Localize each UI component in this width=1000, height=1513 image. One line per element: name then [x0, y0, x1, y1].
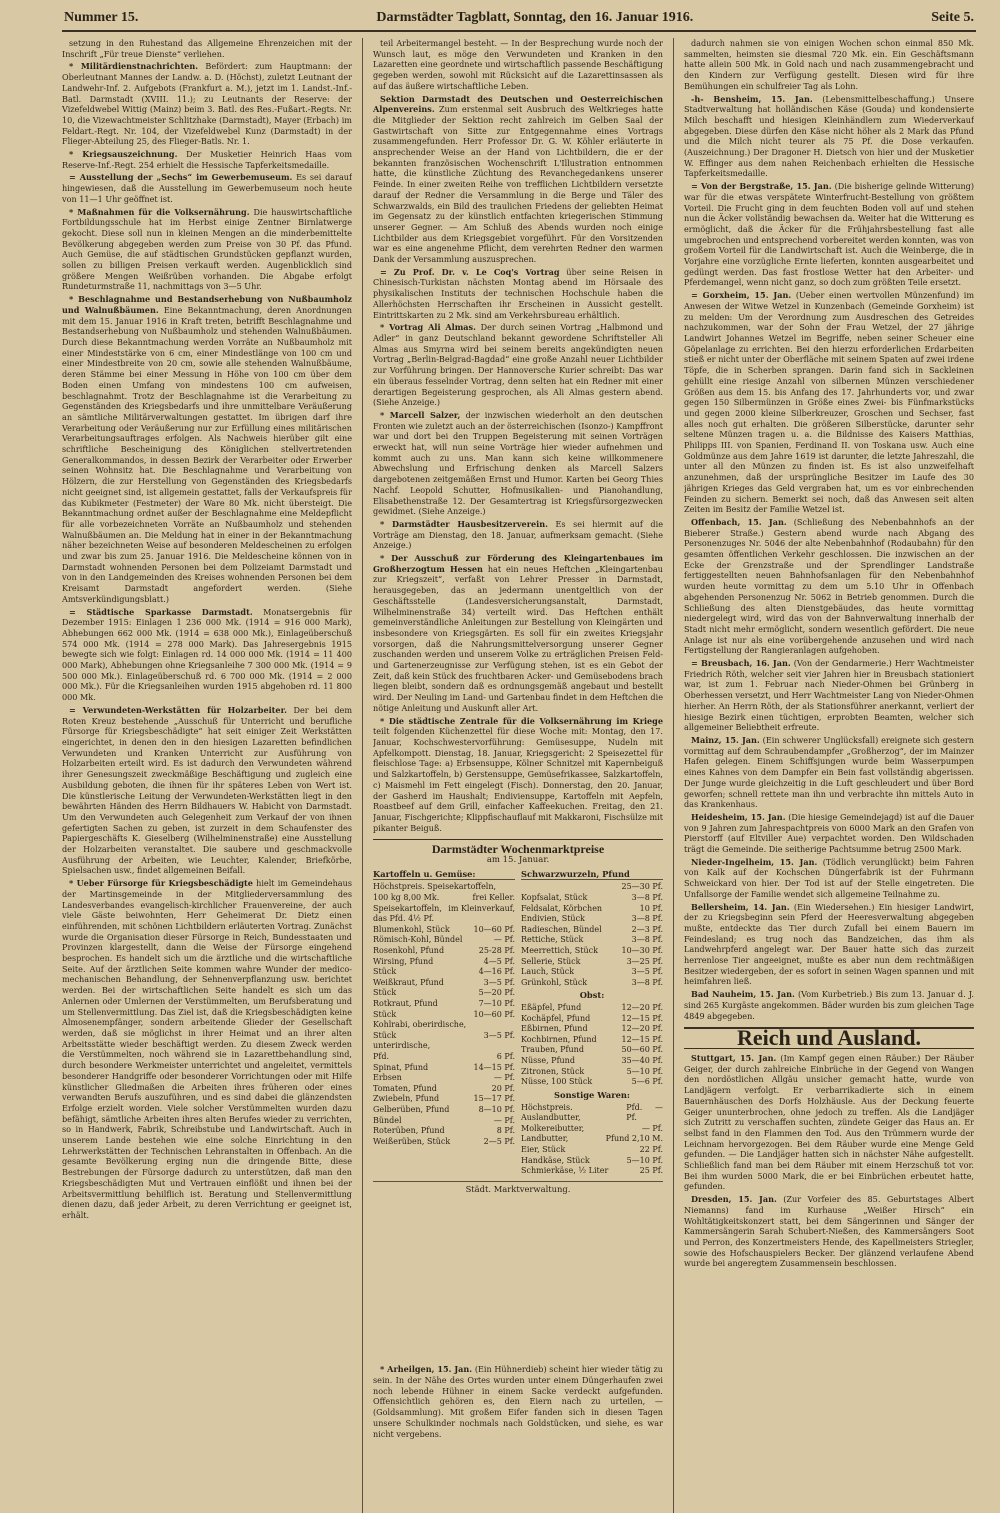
- market-item-name: Eßbirnen, Pfund: [521, 1024, 588, 1034]
- market-item-price: 8 Pf.: [496, 1126, 515, 1136]
- article-paragraph: [373, 553, 663, 714]
- article-columns: [62, 38, 976, 1513]
- article-heading: Bellersheim, 14. Jan.: [691, 901, 790, 912]
- article-paragraph: [684, 181, 974, 288]
- market-price-row: [521, 1003, 663, 1014]
- market-item-name: Höchstpreis. Auslandbutter,: [521, 1102, 581, 1123]
- market-item-name: Stück: [373, 1030, 397, 1040]
- market-item-name: Rosenkohl, Pfund: [373, 946, 445, 955]
- issue-number: Nummer 15.: [64, 10, 139, 25]
- market-date: am 15. Januar.: [486, 855, 550, 866]
- article-body: (Von der Gendarmerie.) Herr Wachtmeister Friedrich Röth, welcher seit vier Jahren hier in Breusbach stationiert war, ist zum 1. Februar nach Nieder-Ohmen bei Grünberg in Oberhessen versetzt, und Herr Wachtmeister Lang von Nieder-Ohmen hierher. An Herrn Röth, der als Stationsführer anerkannt, verliert der hiesige Bezirk einen tüchtigen, erprobten Beamten, welcher sich allgemeiner Beliebtheit erfreute.: [684, 658, 974, 733]
- market-item-price: 7—10 Pf.: [478, 998, 515, 1008]
- market-price-row: [373, 957, 515, 968]
- article-paragraph: [684, 290, 974, 515]
- market-price-row: [373, 946, 515, 957]
- market-price-row: [373, 925, 515, 936]
- market-title: Darmstädter Wochenmarktpreise: [431, 842, 605, 857]
- article-heading: Nieder-Ingelheim, 15. Jan.: [691, 856, 818, 867]
- market-item-price: 2—3 Pf.: [631, 924, 663, 934]
- market-price-row: [373, 999, 515, 1010]
- market-price-row: [521, 925, 663, 936]
- article-heading: * Vortrag Ali Almas.: [380, 322, 476, 333]
- market-item-name: Lauch, Stück: [521, 967, 575, 977]
- article-heading: = Von der Bergstraße, 15. Jan.: [691, 181, 832, 192]
- market-item-price: 5—20 Pf.: [478, 988, 515, 998]
- article-heading: Dresden, 15. Jan.: [691, 1194, 777, 1205]
- market-item-name: Stück: [373, 1009, 397, 1019]
- market-item-price: 3—8 Pf.: [631, 893, 663, 903]
- article-heading: -h- Bensheim, 15. Jan.: [691, 93, 813, 104]
- article-paragraph: [684, 902, 974, 988]
- market-item-price: 12—15 Pf.: [621, 1034, 663, 1044]
- market-price-row: [521, 1056, 663, 1067]
- article-heading: = Breusbach, 16. Jan.: [691, 658, 791, 669]
- article-paragraph: [62, 207, 352, 293]
- article-heading: * Maßnahmen für die Volksernährung.: [69, 206, 250, 217]
- market-item-name: Stück: [373, 988, 397, 998]
- market-footer: Städt. Marktverwaltung.: [373, 1181, 663, 1195]
- market-item-price: 10 Pf.: [639, 903, 663, 913]
- market-item-name: Spinat, Pfund: [373, 1062, 429, 1072]
- market-item-name: Rotkraut, Pfund: [373, 998, 438, 1008]
- market-item-price: 5—6 Pf.: [631, 1077, 663, 1087]
- page-number: Seite 5.: [931, 10, 974, 25]
- market-price-row: [373, 1073, 515, 1084]
- market-item-price: 10—60 Pf.: [473, 1009, 515, 1019]
- market-price-row: [373, 1094, 515, 1105]
- article-body: teil Arbeitermangel besteht. — In der Besprechung wurde noch der Wunsch laut, es möge den Verwundeten und Kranken in den Lazaretten eine geordnete und wirtschaftlich passende Beschäftigung gegeben werden, sowohl mit Rücksicht auf die Lazarettinsassen als auf das äußere wirtschaftliche Leben.: [373, 38, 663, 91]
- market-item-price: 12—20 Pf.: [621, 1024, 663, 1034]
- market-item-price: — Pf.: [493, 1115, 515, 1125]
- article-paragraph: [684, 735, 974, 810]
- article-heading: Sektion Darmstadt des Deutschen und Oesterreichischen Alpenvereins.: [373, 93, 663, 115]
- market-price-row: [373, 893, 515, 904]
- market-item-name: Römisch-Kohl, Bündel: [373, 935, 463, 945]
- market-price-row: [521, 1077, 663, 1088]
- article-paragraph: [62, 294, 352, 604]
- section-title-reich-und-ausland: Reich und Ausland.: [684, 1027, 974, 1049]
- article-heading: = Zu Prof. Dr. v. Le Coq's Vortrag: [380, 266, 560, 277]
- market-item-name: Zwiebeln, Pfund: [373, 1094, 440, 1104]
- market-left-column: [373, 869, 515, 1177]
- article-paragraph: [62, 149, 352, 170]
- article-paragraph: [62, 61, 352, 147]
- market-item-price: 8—10 Pf.: [478, 1104, 515, 1114]
- market-price-row: [373, 1063, 515, 1074]
- market-price-row: [373, 904, 515, 915]
- article-paragraph: [373, 267, 663, 321]
- column-2-articles: [373, 38, 663, 833]
- article-body: (Die bisherige gelinde Witterung) war für die etwas verspätete Winterfrucht-Bestellung von größtem Vorteil. Die Frucht ging in dem feuchten Boden voll auf und stehen nun die Äcker vollständig bewachsen da. Weiter hat die Witterung es ermöglicht, daß die Äcker für die Frühjahrsbestellung fast alle umgebrochen und entsprechend vorbereitet werden konnten, was von großem Vorteil für die Landwirtschaft ist. Auch die Weinberge, die in Vorjahre eine vorzügliche Ernte lieferten, konnten ausgearbeitet und gedüngt werden. Das fast frostlose Wetter hat den Arbeiter- und Pferdemangel, wenn nicht ganz, so doch zum größten Teile ersetzt.: [684, 181, 974, 288]
- market-obst-rows: [521, 1003, 663, 1088]
- market-item-price: 50—60 Pf.: [621, 1045, 663, 1055]
- market-price-row: [373, 1010, 515, 1021]
- column-3-tail: [684, 1053, 974, 1269]
- article-body: Zum erstenmal seit Ausbruch des Weltkrieges hatte die Mitglieder der Sektion recht zahlreich im Gelben Saal der Gastwirtschaft von Sitte zur Entgegennahme eines Vortrags zusammengefunden. Herr Professor Dr. G. W. Köhler erläuterte in ansprechender Weise an der Hand von Lichtbildern, die er der bekannten französischen Wochenschrift L'Illustration entnommen hatte, die künstliche Züchtung des Revanchegedankens unserer Feinde. In einer zweiten Reihe von trefflichen Lichtbildern versetzte darauf der Redner die Versammlung in die Berge und Täler des Schwarzwalds, ein Bild des traulichen Friedens der geliebten Heimat im Gegensatz zu der künstlich entfachten kriegerischen Stimmung unserer Gegner. — Am Schluß des Abends wurden noch einige Lichtbilder aus dem Kriegsgebiet vorgeführt. Für den Vorsitzenden war es eine angenehme Pflicht, dem verehrten Redner den warmen Dank der Versammlung auszusprechen.: [373, 104, 663, 265]
- article-body: Es sei hiermit auf die Vorträge am Dienstag, den 18. Januar, aufmerksam gemacht. (Siehe Anzeige.): [373, 518, 663, 551]
- article-heading: * Beschlagnahme und Bestandserhebung von Nußbaumholz und Walnußbäumen.: [62, 294, 352, 315]
- market-item-name: Weißerüben, Stück: [373, 1136, 451, 1146]
- article-paragraph: [373, 716, 663, 834]
- market-price-row: [521, 957, 663, 968]
- market-item-name: Sellerie, Stück: [521, 956, 581, 966]
- article-body: (Tödlich verunglückt) beim Fahren von Kalk auf der Kochschen Düngerfabrik ist der Fuhrmann Schweickard von hier. Der Tod ist auf der Stelle eingetreten. Die Unfallsorge der Familie wendet sich allgemeine Teilnahme zu.: [684, 856, 974, 899]
- article-heading: Stuttgart, 15. Jan.: [691, 1052, 777, 1063]
- market-item-price: 25—30 Pf.: [621, 882, 663, 892]
- article-body: hat ein neues Heftchen „Kleingartenbau zur Kriegszeit“, verfaßt von Lehrer Presser in Darmstadt, herausgegeben, das an jedermann unentgeltlich von der Geschäftsstelle (Landesversicherungsanstalt, Darmstadt, Wilhelminenstraße 34) verteilt wird. Das Heftchen enthält gemeinverständliche Anleitungen zur Bestellung von Kleingärten und insbesondere von Kriegsgärten. Es soll für ein zweites Kriegsjahr vorsorgen, daß die Nahrungsmittelversorgung unserer Gegner zuschanden werden und unserem Volke zu erträglichen Preisen Feld- und Gartenerzeugnisse zur Verfügung stehen, ist es ein Gebot der Zeit, daß kein Stück des fruchtbaren Acker- und Gemüsebodens brach liegen bleibt, sondern daß es ordnungsgemäß angebaut und bestellt wird. Der Neuling im Land- und Gartenbau findet in dem Heftchen die nötige Anleitung und Auskunft aller Art.: [373, 563, 663, 713]
- market-item-name: Trauben, Pfund: [521, 1045, 584, 1055]
- article-heading: * Darmstädter Hausbesitzerverein.: [380, 518, 548, 529]
- market-price-row: [521, 1145, 663, 1156]
- article-paragraph: [684, 1194, 974, 1269]
- article-paragraph: [62, 607, 352, 703]
- market-price-row: [521, 1045, 663, 1056]
- article-paragraph: [373, 94, 663, 265]
- market-item-name: Tomaten, Pfund: [373, 1083, 437, 1093]
- market-item-name: Kochbirnen, Pfund: [521, 1034, 597, 1044]
- market-price-row: [373, 1105, 515, 1116]
- article-body: Die hauswirtschaftliche Fortbildungsschule hat im Herbst einige Zentner Birnlatwerge gekocht. Diese soll nun in kleinen Mengen an die minderbemittelte Bevölkerung abgegeben werden zum Preise von 30 Pf. das Pfund. Auch Gemüse, die auf städtischen Grundstücken gepflanzt wurden, sollen zu billigen Preisen verkauft werden. Augenblicklich sind größere Mengen Weißrüben vorhanden. Die Abgabe erfolgt Rundeturmstraße 11, nachmittags von 3—5 Uhr.: [62, 206, 352, 292]
- market-item-name: Handkäse, Stück: [521, 1155, 590, 1165]
- market-item-price: 10—30 Pf.: [621, 946, 663, 955]
- market-price-row: [373, 1084, 515, 1095]
- market-item-price: 25-28 Pf.: [478, 946, 515, 955]
- market-item-name: Speisekartoffeln,: [373, 903, 442, 913]
- column-2-tail: [373, 1364, 663, 1439]
- market-item-price: 12—15 Pf.: [621, 1013, 663, 1023]
- market-price-row: [373, 1031, 515, 1042]
- article-paragraph: [62, 38, 352, 59]
- article-body: Es sei darauf hingewiesen, daß die Ausstellung im Gewerbemuseum noch heute von 11—1 Uhr geöffnet ist.: [62, 172, 352, 204]
- article-paragraph: [684, 1053, 974, 1192]
- market-item-name: Eßäpfel, Pfund: [521, 1003, 582, 1013]
- article-body: (Zur Vorfeier des 85. Geburtstages Albert Niemanns) fand im Kurhause „Weißer Hirsch“ ein Wohltätigkeitskonzert statt, bei dem Sängerinnen und Sänger der Kammersängerin Sarah Schubert-Nießen, des Kammersängers Soot und Perron, des Konzertmeisters Hende, des Kapellmeisters Striegler, sowie des Hofschauspielers Becker. Der glänzend verlaufene Abend wurde bei angeregtem Zusammensein beschlossen.: [684, 1194, 974, 1269]
- market-item-price: 5—10 Pf.: [626, 1155, 663, 1165]
- market-item-name: 100 kg 8,00 Mk.: [373, 893, 440, 903]
- article-body: der inzwischen wiederholt an den deutschen Fronten wie zuletzt auch an der österreichischen (Isonzo-) Kampffront war und dort bei den Truppen Begeisterung mit seinen Vorträgen erweckt hat, will nun seine Vorträge hier wieder aufnehmen und kommt auch zu uns. Man kann sich keine willkommenere Abwechslung und Erfrischung denken als Marcell Salzers dargebotenen zeitgemäßen Ernst und Humor. Karten bei Georg Thies Nachf. Leopold Schutter, Hofmusikalien- und Pianohandlung, Elisabethenstraße 12. Der Gesamtertrag ist Kriegsfürsorgezwecken gewidmet. (Siehe Anzeige.): [373, 409, 663, 517]
- market-price-row: [521, 1067, 663, 1078]
- article-paragraph: [62, 878, 352, 1221]
- article-heading: = Gorxheim, 15. Jan.: [691, 290, 792, 301]
- market-item-name: Höchstpreis. Speisekartoffeln,: [373, 882, 497, 892]
- market-item-name: Kochäpfel, Pfund: [521, 1013, 591, 1023]
- market-price-row: [521, 967, 663, 978]
- market-price-row: [521, 1124, 663, 1135]
- market-item-name: Endivien, Stück: [521, 914, 585, 924]
- market-item-price: Pfund 2,10 M.: [605, 1134, 663, 1144]
- market-item-price: 6 Pf.: [496, 1051, 515, 1061]
- market-item-price: 12—20 Pf.: [621, 1003, 663, 1013]
- article-heading: * Kriegsauszeichnung.: [69, 149, 178, 160]
- market-price-row: [373, 1041, 515, 1052]
- market-price-row: [373, 935, 515, 946]
- market-item-price: 3—8 Pf.: [631, 977, 663, 987]
- article-heading: Offenbach, 15. Jan.: [691, 516, 787, 527]
- market-item-name: Schmierkäse, ½ Liter: [521, 1166, 609, 1176]
- market-item-price: 3—25 Pf.: [626, 956, 663, 966]
- market-price-row: [373, 978, 515, 989]
- market-item-name: Bündel: [373, 1115, 402, 1125]
- market-price-row: [373, 1137, 515, 1148]
- article-paragraph: [684, 812, 974, 855]
- market-grid: [373, 869, 663, 1177]
- market-right-column: [521, 869, 663, 1177]
- market-item-name: Erbsen: [373, 1073, 402, 1083]
- market-item-price: — Pf.: [493, 1073, 515, 1083]
- market-item-name: Nüsse, Pfund: [521, 1056, 575, 1066]
- article-heading: = Ausstellung der „Sechs“ im Gewerbemuseum.: [69, 172, 293, 183]
- market-item-name: Pfd.: [373, 1051, 390, 1061]
- market-item-price: 20 Pf.: [491, 1083, 515, 1093]
- market-item-price: 3—8 Pf.: [631, 935, 663, 945]
- column-1: [62, 38, 352, 1513]
- market-price-row: [521, 904, 663, 915]
- newspaper-title-date: Darmstädter Tagblatt, Sonntag, den 16. Januar 1916.: [376, 10, 694, 25]
- market-price-row: [521, 914, 663, 925]
- article-body: hielt im Gemeindehaus der Martinsgemeinde in der Mitgliederversammlung des Landesverbandes evangelisch-kirchlicher Frauenvereine, der auch viele Gäste beiwohnten, Herr Geheimerat Dr. Dietz einen einführenden, mit schönen Lichtbildern erläuterten Vortrag. Zunächst wurde die Organisation dieser Fürsorge in Reich, Bundesstaaten und Provinzen klargestellt, dann die Weise der Fürsorge eingehend besprochen. Es handelt sich um die ärztliche und die wirtschaftliche Seite. Auf der ärztlichen Seite kommen wahre Wunder der medico-mechanischen Behandlung, der Sehnenverpflanzung usw. berichtet werden. Bei der wirtschaftlichen Seite handelt es sich um das Anlernen oder Umlernen der Verstümmelten, um Berufsberatung und um Stellenvermittlung. Das Ziel ist, daß die Kriegsbeschädigten keine Almosenempfänger, sondern arbeitende Glieder der Gesellschaft werden, daß sie möglichst in ihrer Heimat und an ihrer alten Arbeitsstätte wieder beschäftigt werden. Zu diesem Zweck werden die Verstümmelten, noch während sie in Lazarettbehandlung sind, durch besondere Werkmeister unterrichtet und angeleitet, vermittels besonderer Handgriffe oder besonderer Vorrichtungen oder mit Hilfe künstlicher Gliedmaßen die Arbeiten ihres früheren oder eines verwandten Berufs auszuführen, und es sind dabei die glänzendsten Erfolge erzielt worden. Viele solcher Verstümmelten wurden dazu befähigt, sämtliche Arbeiten ihres alten Berufes wieder zu verrichten, so in Handwerk, Fabrik, Schreibstube und Landwirtschaft. Auch in unserem Lande bestehen wie eine solche Einrichtung in den Lehrwerkstätten der Technischen Lehranstalten in Offenbach. An die gesamte Bevölkerung erging nun die dringende Bitte, diese Bestrebungen der Fürsorge dadurch zu unterstützen, daß man den Kriegsbeschädigten Mut und Vertrauen einflößt und ihnen bei der Arbeitsvermittlung behilflich ist. Beratung und Stellenvermittlung dienen dazu, daß jeder Arbeit, zu deren Verrichtung er geeignet ist, erhält.: [62, 878, 352, 1220]
- article-heading: Bad Nauheim, 15. Jan.: [691, 989, 795, 1000]
- market-sonst-rows: [521, 1103, 663, 1177]
- article-heading: = Städtische Sparkasse Darmstadt.: [69, 606, 253, 617]
- market-item-name: Rettiche, Stück: [521, 935, 584, 945]
- market-price-row: [521, 1134, 663, 1145]
- market-price-row: [521, 1166, 663, 1177]
- market-price-row: [373, 882, 515, 893]
- market-item-price: im Kleinverkauf,: [448, 903, 515, 913]
- article-paragraph: [684, 38, 974, 92]
- article-paragraph: [684, 857, 974, 900]
- market-item-price: frei Keller.: [472, 893, 515, 903]
- article-heading: * Die städtische Zentrale für die Volksernährung im Kriege: [380, 715, 663, 726]
- market-price-row: [521, 893, 663, 904]
- article-body: Eine Bekanntmachung, deren Anordnungen mit dem 15. Januar 1916 in Kraft treten, betrifft Beschlagnahme und Bestandserhebung von Nußbaumholz und stehenden Walnußbäumen. Durch diese Bekanntmachung werden Vorräte an Nußbaumholz mit einer Mindeststärke von 6 cm, einer Mindestlänge von 100 cm und einer Mindestbreite von 20 cm, sowie alle stehenden Walnußbäume, deren Stämme bei einer Messung in Höhe von 100 cm über dem Boden einen Umfang von mindestens 100 cm aufweisen, beschlagnahmt. Trotz der Beschlagnahme ist die Verarbeitung zu Gegenständen des Kriegsbedarfs und ihre unmittelbare Veräußerung an sämtliche Militärverwaltungen gestattet. Im übrigen darf ihre Verarbeitung oder Veräußerung nur zur Erfüllung eines militärischen Verarbeitungsauftrages erfolgen. Als Nachweis hierüber gilt eine schriftliche Bescheinigung des Königlichen stellvertretenden Generalkommandos, in dessen Bezirk der Verarbeiter oder Erwerber seinen Wohnsitz hat. Die Beschlagnahme und Verarbeitung von Hölzern, die zur Herstellung von Gegenständen des Kriegsbedarfs nicht geeignet sind, ist allgemein gestattet, falls der Verkaufspreis für das Kubikmeter (Festmeter) der Ware 80 Mk. nicht übersteigt. Die Bekanntmachung ordnet außer der Beschlagnahme eine Meldepflicht für alle vorbezeichneten Vorräte an Nußbaumholz und stehenden Walnußbäumen an. Die Meldung hat in einer in der Bekanntmachung näher bezeichneten Weise auf besonderen Meldescheinen zu erfolgen und zwar bis zum 25. Januar 1916. Die Meldescheine können von in Darmstadt wohnenden Personen bei dem Polizeiamt Darmstadt und von in den Landgemeinden des Kreises wohnenden Personen bei dem Kreisamt Darmstadt angefordert werden. (Siehe Amtsverkündigungsblatt.): [62, 304, 352, 604]
- article-body: (Schließung des Nebenbahnhofs an der Bieberer Straße.) Gestern abend wurde nach Abgang des Personenzuges Nr. 5046 der alte Nebenbahnhof (Rodaubahn) für den gesamten öffentlichen Verkehr geschlossen. Die inzwischen an der Ecke der Grenzstraße und der Sprendlinger Landstraße fertiggestellten neuen Bahnhofsanlagen für den Nebenbahnhof wurden heute vormittag zu dem um 5.10 Uhr in Offenbach abgehenden Personenzug Nr. 5062 in Betrieb genommen. Durch die Schließung des alten Dienstgebäudes, das heute vormittag niedergelegt wird, wird das von der Bahnverwaltung innerhalb der Stadt nicht mehr ermöglicht, sondern wesentlich gefördert. Die neue Anlage ist nur als eine vorübergehende anzusehen und wird nach Fertigstellung der Rangieranlagen aufgehoben.: [684, 516, 974, 656]
- market-price-row: [521, 1014, 663, 1025]
- market-item-name: Feldsalat, Körbchen: [521, 903, 603, 913]
- article-body: (Ueber einen wertvollen Münzenfund) im Anwesen der Witwe Wetzel in Kunzenbach (Gemeinde Gorxheim) ist zu melden: Um der Verordnung zum Ausdreschen des Getreides nachzukommen, war der Sohn der Frau Wetzel, der 27 jährige Landwirt Johannes Wetzel im Begriffe, neben seiner Scheuer eine Göpelanlage zu errichten. Bei den hierzu erforderlichen Erdarbeiten stieß er nicht unter der Oberfläche mit seinem Spaten auf zwei irdene Töpfe, die in Scherben sprangen. Darin fand sich in Sackleinen gehüllt eine riesige Anzahl von silbernen Münzen verschiedener Größen aus dem 15. bis Anfang des 17. Jahrhunderts vor, und zwar gegen 150 Silbermünzen in Größe eines Zwei- bis Fünfmarkstücks und gegen 2000 kleine Silberkreuzer, Groschen und Sechser, fast alles noch gut erhalten. Die größeren Silberstücke, darunter sehr seltene Münzen tragen u. a. die Bildnisse des Kaisers Matthias, Philipps III. von Spanien, Ferdinand II. von Toskana usw. Auch eine Goldmünze aus dem Jahre 1619 ist darunter, die letzte Jahreszahl, die unter all den Münzen zu finden ist. Es ist also unzweifelhaft anzunehmen, daß der ursprüngliche Besitzer im Laufe des 30 jährigen Krieges das Geld vergraben hat, um es vor einbrechenden Feinden zu sichern. Bemerkt sei noch, daß das Anwesen seit alten Zeiten im Besitz der Familie Wetzel ist.: [684, 290, 974, 515]
- article-paragraph: [373, 38, 663, 92]
- article-body: Der bei dem Roten Kreuz bestehende „Ausschuß für Unterricht und berufliche Fürsorge für Kriegsbeschädigte“ hat seit einiger Zeit Werkstätten eingerichtet, in denen den in den hiesigen Lazaretten befindlichen Verwundeten und Kranken Unterricht zur Ausführung von Holzarbeiten erteilt wird. Es ist dadurch den Verwundeten während ihrer Genesungszeit zweckmäßige Beschäftigung und zugleich eine Ausbildung geboten, die ihnen für ihr späteres Leben von Wert ist. Die künstlerische Leitung der Verwundeten-Werkstätten liegt in den bewährten Händen des Herrn Bildhauers W. Habicht von Darmstadt. Um den Verwundeten auch Gelegenheit zum Verkauf der von ihnen gefertigten Sachen zu geben, ist zurzeit in dem Schaufenster des Papiergeschäfts K. Gieselberg (Wilhelminenstraße) eine Ausstellung der Holzarbeiten veranstaltet. Die saubere und geschmackvolle Ausführung der Arbeiten, wie Leuchter, Kalender, Briefkörbe, Spielsachen usw., findet allgemeinen Beifall.: [62, 704, 352, 876]
- article-body: dadurch nahmen sie von einigen Wochen schon einmal 850 Mk. sammelten, heimsten sie diesmal 720 Mk. ein. Ein Geschäftsmann hatte allein 500 Mk. in Gold nach und nach zusammengebracht und den Kindern zur Verfügung gestellt. Diesen wird für ihre Bemühungen ein schulfreier Tag als Lohn.: [684, 38, 974, 91]
- market-price-row: [521, 978, 663, 989]
- article-body: teilt folgenden Küchenzettel für diese Woche mit: Montag, den 17. Januar, Kochschwestervorführung: Gemüsesuppe, Nudeln mit Apfelkompott. Dienstag, 18. Januar, Kriegsgericht: 2 Speisezettel für fleischlose Tage: a) Erbsensuppe, Kölner Schnitzel mit Kapernbeiguß und Salzkartoffeln, b) Gerstensuppe, Gemüsefrikassee, Salzkartoffeln, c) Maismehl im Fett eingelegt (Fisch). Donnerstag, den 20. Januar, der Gasherd im Haushalt; Endiviensuppe, Kartoffeln mit Aepfeln, Roastbeef auf dem Grill, einfacher Kaffeekuchen. Freitag, den 21. Januar, Fischgerichte; Klippfischauflauf mit Makkaroni, Fischsülze mit pikanter Beiguß.: [373, 726, 663, 833]
- market-price-row: [521, 946, 663, 957]
- market-item-name: Roterüben, Pfund: [373, 1126, 445, 1136]
- market-item-name: Weißkraut, Pfund: [373, 977, 444, 987]
- market-item-name: Gelberüben, Pfund: [373, 1104, 450, 1114]
- market-price-row: [521, 1024, 663, 1035]
- column-divider: [362, 38, 363, 1513]
- market-item-name: Molkereibutter,: [521, 1123, 585, 1133]
- article-heading: * Ueber Fürsorge für Kriegsbeschädigte: [69, 878, 253, 889]
- market-item-price: Pfd. — Pf.: [626, 1102, 663, 1123]
- market-item-price: 3—5 Pf.: [631, 967, 663, 977]
- market-item-price: 15—17 Pf.: [473, 1094, 515, 1104]
- column-3-articles: [684, 38, 974, 1021]
- market-item-price: — Pf.: [641, 1123, 663, 1133]
- market-item-price: 2—5 Pf.: [483, 1136, 515, 1146]
- article-heading: Heidesheim, 15. Jan.: [691, 811, 786, 822]
- article-body: (Vom Kurbetrieb.) Bis zum 13. Januar d. J. sind 265 Kurgäste angekommen. Bäder wurden bis zum gleichen Tage 4849 abgegeben.: [684, 989, 974, 1021]
- market-item-name: Landbutter,: [521, 1134, 569, 1144]
- market-item-name: Radieschen, Bündel: [521, 924, 602, 934]
- article-body: (Ein schwerer Unglücksfall) ereignete sich gestern vormittag auf dem Schraubendampfer „Großherzog“, der im Mainzer Hafen gelegen. Einem Schiffsjungen wurde beim Wasserpumpen eines Kahnes von dem Dampfer ein Bein fast vollständig abgerissen. Der Junge wurde gleichzeitig in die Luft geschleudert und über Bord geworfen; schnell rettete man ihn und verbrachte ihn mittels Auto in das Krankenhaus.: [684, 735, 974, 810]
- market-price-row: [373, 1020, 515, 1031]
- market-item-name: Grünkohl, Stück: [521, 977, 588, 987]
- article-body: setzung in den Ruhestand das Allgemeine Ehrenzeichen mit der Inschrift „Für treue Dienste“ verliehen.: [62, 38, 352, 59]
- market-price-row: [521, 1103, 663, 1124]
- article-heading: = Verwundeten-Werkstätten für Holzarbeiter.: [69, 704, 287, 715]
- article-body: (Lebensmittelbeschaffung.) Unsere Stadtverwaltung hat holländischen Käse (Gouda) und kondensierte Milch beschafft und hiesigen Kleinhändlern zum Wiederverkauf abgegeben. Diese dürfen den Käse nicht höher als 2 Mark das Pfund und die Milch nicht teurer als 75 Pf. die Dose verkaufen. (Auszeichnung.) Der Dragoner H. Dietsch von hier und der Musketier W. Effinger aus dem nahen Reichenbach erhielten die Hessische Tapferkeitsmedaille.: [684, 93, 974, 179]
- article-heading: * Militärdienstnachrichten.: [69, 61, 199, 72]
- market-prices-table: [373, 839, 663, 1364]
- column-3: [684, 38, 974, 1513]
- article-paragraph: [62, 172, 352, 204]
- article-body: (Ein Wiedersehen.) Ein hiesiger Landwirt, der zu Kriegsbeginn sein Pferd der Heeresverwaltung abgegeben mußte, entdeckte das Tier durch Zufall bei einem Bauern im Feindesland; es trug noch das Bandzeichen, das ihm als Landwehrpferd angelegt war. Der Bauer hatte sich das zurzeit herrenlose Tier angeeignet, mußte es aber nun dem rechtmäßigen Besitzer wiedergeben, der es sofort in seinen Wagen spannen und mit heimfahren ließ.: [684, 901, 974, 987]
- market-price-row: [373, 967, 515, 978]
- article-body: Der durch seinen Vortrag „Halbmond und Adler“ in ganz Deutschland bekannt gewordene Schriftsteller Ali Almas aus Smyrna wird bei seinem bereits angekündigten neuen Vortrag „Berlin-Belgrad-Bagdad“ eine große Anzahl neuer Lichtbilder zur Vorführung bringen. Der Hannoversche Kurier schreibt: Das war ein überaus fesselnder Vortrag, denn selten hat ein Redner mit einer derartigen Begeisterung gesprochen, als Ali Almas gestern abend. (Siehe Anzeige.): [373, 322, 663, 408]
- article-paragraph: [684, 517, 974, 656]
- market-price-row: [521, 935, 663, 946]
- column-2: [373, 38, 663, 1513]
- article-body: über seine Reisen in Chinesisch-Turkistan nächsten Montag abend im Hörsaale des physikalischen Instituts der technischen Hochschule haben die Allerhöchsten Herrschaften ihr Erscheinen in Aussicht gestellt. Eintrittskarten zu 2 Mk. sind am Verkehrsbureau erhältlich.: [373, 266, 663, 320]
- market-price-row: [373, 1052, 515, 1063]
- market-item-price: 22 Pf.: [639, 1144, 663, 1154]
- market-obst-heading: Obst:: [579, 990, 605, 1001]
- market-item-price: 14—15 Pf.: [473, 1062, 515, 1072]
- market-price-row: [373, 1116, 515, 1127]
- article-paragraph: [684, 989, 974, 1021]
- article-heading: * Marcell Salzer,: [380, 409, 461, 420]
- market-right-heading: Schwarzwurzeln, Pfund: [521, 869, 663, 881]
- market-price-row: [373, 914, 515, 925]
- market-item-name: unterirdische,: [373, 1041, 431, 1051]
- article-paragraph: [684, 658, 974, 733]
- article-paragraph: [373, 1364, 663, 1439]
- market-item-price: 10—60 Pf.: [473, 924, 515, 934]
- market-item-price: 4—5 Pf.: [483, 956, 515, 966]
- market-price-row: [521, 1156, 663, 1167]
- masthead: [62, 10, 976, 32]
- article-body: (Ein Hühnerdieb) scheint hier wieder tätig zu sein. In der Nähe des Ortes wurden unter einem Düngerhaufen zwei noch lebende Hühner in einem Sacke verdeckt aufgefunden. Offensichtlich gehören es, den Eiern nach zu urteilen, — (Goldsammlung). Mit großem Eifer fanden sich in diesen Tagen unsere Schulkinder nochmals nach Goldstücken, und siehe, es war nicht vergebens.: [373, 1364, 663, 1439]
- article-paragraph: [684, 94, 974, 180]
- market-price-row: [521, 1035, 663, 1046]
- article-paragraph: [373, 410, 663, 517]
- market-item-name: Stück: [373, 967, 397, 977]
- market-item-name: Kopfsalat, Stück: [521, 893, 588, 903]
- market-item-name: Blumenkohl, Stück: [373, 924, 450, 934]
- column-divider: [673, 38, 674, 1513]
- market-item-name: Zitronen, Stück: [521, 1066, 585, 1076]
- market-item-price: — Pf.: [493, 935, 515, 945]
- market-item-name: Meerrettich, Stück: [521, 946, 598, 955]
- market-price-row: [373, 988, 515, 999]
- article-body: (Die hiesige Gemeindejagd) ist auf die Dauer von 9 Jahren zum Jahrespachtpreis von 6000 Mark an den Grafen von Pierstorff (auf Eltviller Aue) verpachtet worden. Den Wildschaden trägt die Gemeinde. Die seitherige Pachtsumme betrug 2500 Mark.: [684, 811, 974, 855]
- article-paragraph: [62, 705, 352, 876]
- market-item-price: 3—8 Pf.: [631, 914, 663, 924]
- article-heading: * Arheilgen, 15. Jan.: [380, 1364, 473, 1375]
- market-price-row: [521, 882, 663, 893]
- market-item-price: 4—16 Pf.: [478, 967, 515, 977]
- market-left-rows: [373, 882, 515, 1147]
- market-sonst-heading: Sonstige Waren:: [554, 1089, 630, 1100]
- market-item-price: 5—10 Pf.: [626, 1066, 663, 1076]
- market-item-price: 35—40 Pf.: [621, 1056, 663, 1066]
- article-heading: * Der Ausschuß zur Förderung des Kleingartenbaues im Großherzogtum Hessen: [373, 553, 663, 574]
- market-item-price: 25 Pf.: [639, 1166, 663, 1176]
- market-item-name: Kohlrabi, oberirdische,: [373, 1020, 467, 1030]
- article-paragraph: [373, 322, 663, 408]
- market-price-row: [373, 1126, 515, 1137]
- market-item-name: Nüsse, 100 Stück: [521, 1077, 593, 1087]
- market-item-price: 3—5 Pf.: [483, 1030, 515, 1040]
- market-item-name: Eier, Stück: [521, 1144, 566, 1154]
- article-paragraph: [373, 519, 663, 551]
- market-item-name: Wirsing, Pfund: [373, 956, 434, 966]
- article-heading: Mainz, 15. Jan.: [691, 735, 760, 745]
- article-body: Der Musketier Heinrich Haas vom Reserve-Inf.-Regt. 254 erhielt die Hessische Tapferkeitsmedaille.: [62, 149, 352, 170]
- market-left-heading: Kartoffeln u. Gemüse:: [373, 869, 515, 881]
- article-body: Befördert: zum Hauptmann: der Oberleutnant Mannes der Landw. a. D. (Höchst), zuletzt Leutnant der Landwehr-Inf. 2. Aufgebots (Frankfurt a. M.), jetzt im 1. Landst.-Inf.-Batl. Darmstadt (XVIII. 11.); zu Leutnants der Reserve: der Vizefeldwebel Wittig (Mainz) beim 3. Batl. des Res.-Fußart.-Regts. Nr. 10, die Vizewachtmeister Schlitzhake (Darmstadt), Mayer (Erbach) im Feldart.-Regt. Nr. 104, der Vizefeldwebel Kunz (Darmstadt) in der Flieger-Abteilung 25, des Flieger-Batls. Nr. 1.: [62, 61, 352, 147]
- market-item-price: 3—5 Pf.: [483, 977, 515, 987]
- market-right-rows: [521, 882, 663, 988]
- market-item-name: das Pfd. 4½ Pf.: [373, 914, 435, 924]
- article-body: Monatsergebnis für Dezember 1915: Einlagen 1 236 000 Mk. (1914 = 916 000 Mark), Abhebungen 662 000 Mk. (1914 = 638 000 Mk.), Einlageüberschuß 574 000 Mk. (1914 = 278 000 Mark). Das Jahresergebnis 1915 bewegte sich wie folgt: Einlagen rd. 14 000 000 Mk. (1914 = 11 400 000 Mark), Abhebungen ohne Kriegsanleihe 7 300 000 Mk. (1914 = 9 500 000 Mk.). Einlageüberschuß rd. 6 700 000 Mk. (1914 = 2 000 000 Mk.). Für die Kriegsanleihen wurden 1915 abgehoben rd. 11 800 000 Mk.: [62, 606, 352, 703]
- article-body: (Im Kampf gegen einen Räuber.) Der Räuber Geiger, der durch zahlreiche Einbrüche in der Gegend von Wangen den nordöstlichen Allgäu unsicher gemacht hatte, wurde von Landjägern verfolgt. Er verbarrikadierte sich in einem Bauernhäuschen des Dorfs Holzhäusle. Aus der Deckung feuerte Geiger ununterbrochen, ohne jedoch zu treffen. Als die Landjäger sich Zutritt zu verschaffen suchten, zündete Geiger das Haus an. Er selbst fand in den Flammen den Tod. Aus den Trümmern wurde der Leichnam hervorgezogen. Bei dem Räuber wurde eine Menge Geld gefunden. — Die Landjäger hatten sich in nächster Nähe aufgestellt. Schließlich fand man bei dem Räuber mit einem Herzschuß tot vor. Bei ihm wurden 5000 Mark, die er bei Einbrüchen erbeutet hatte, gefunden.: [684, 1052, 974, 1192]
